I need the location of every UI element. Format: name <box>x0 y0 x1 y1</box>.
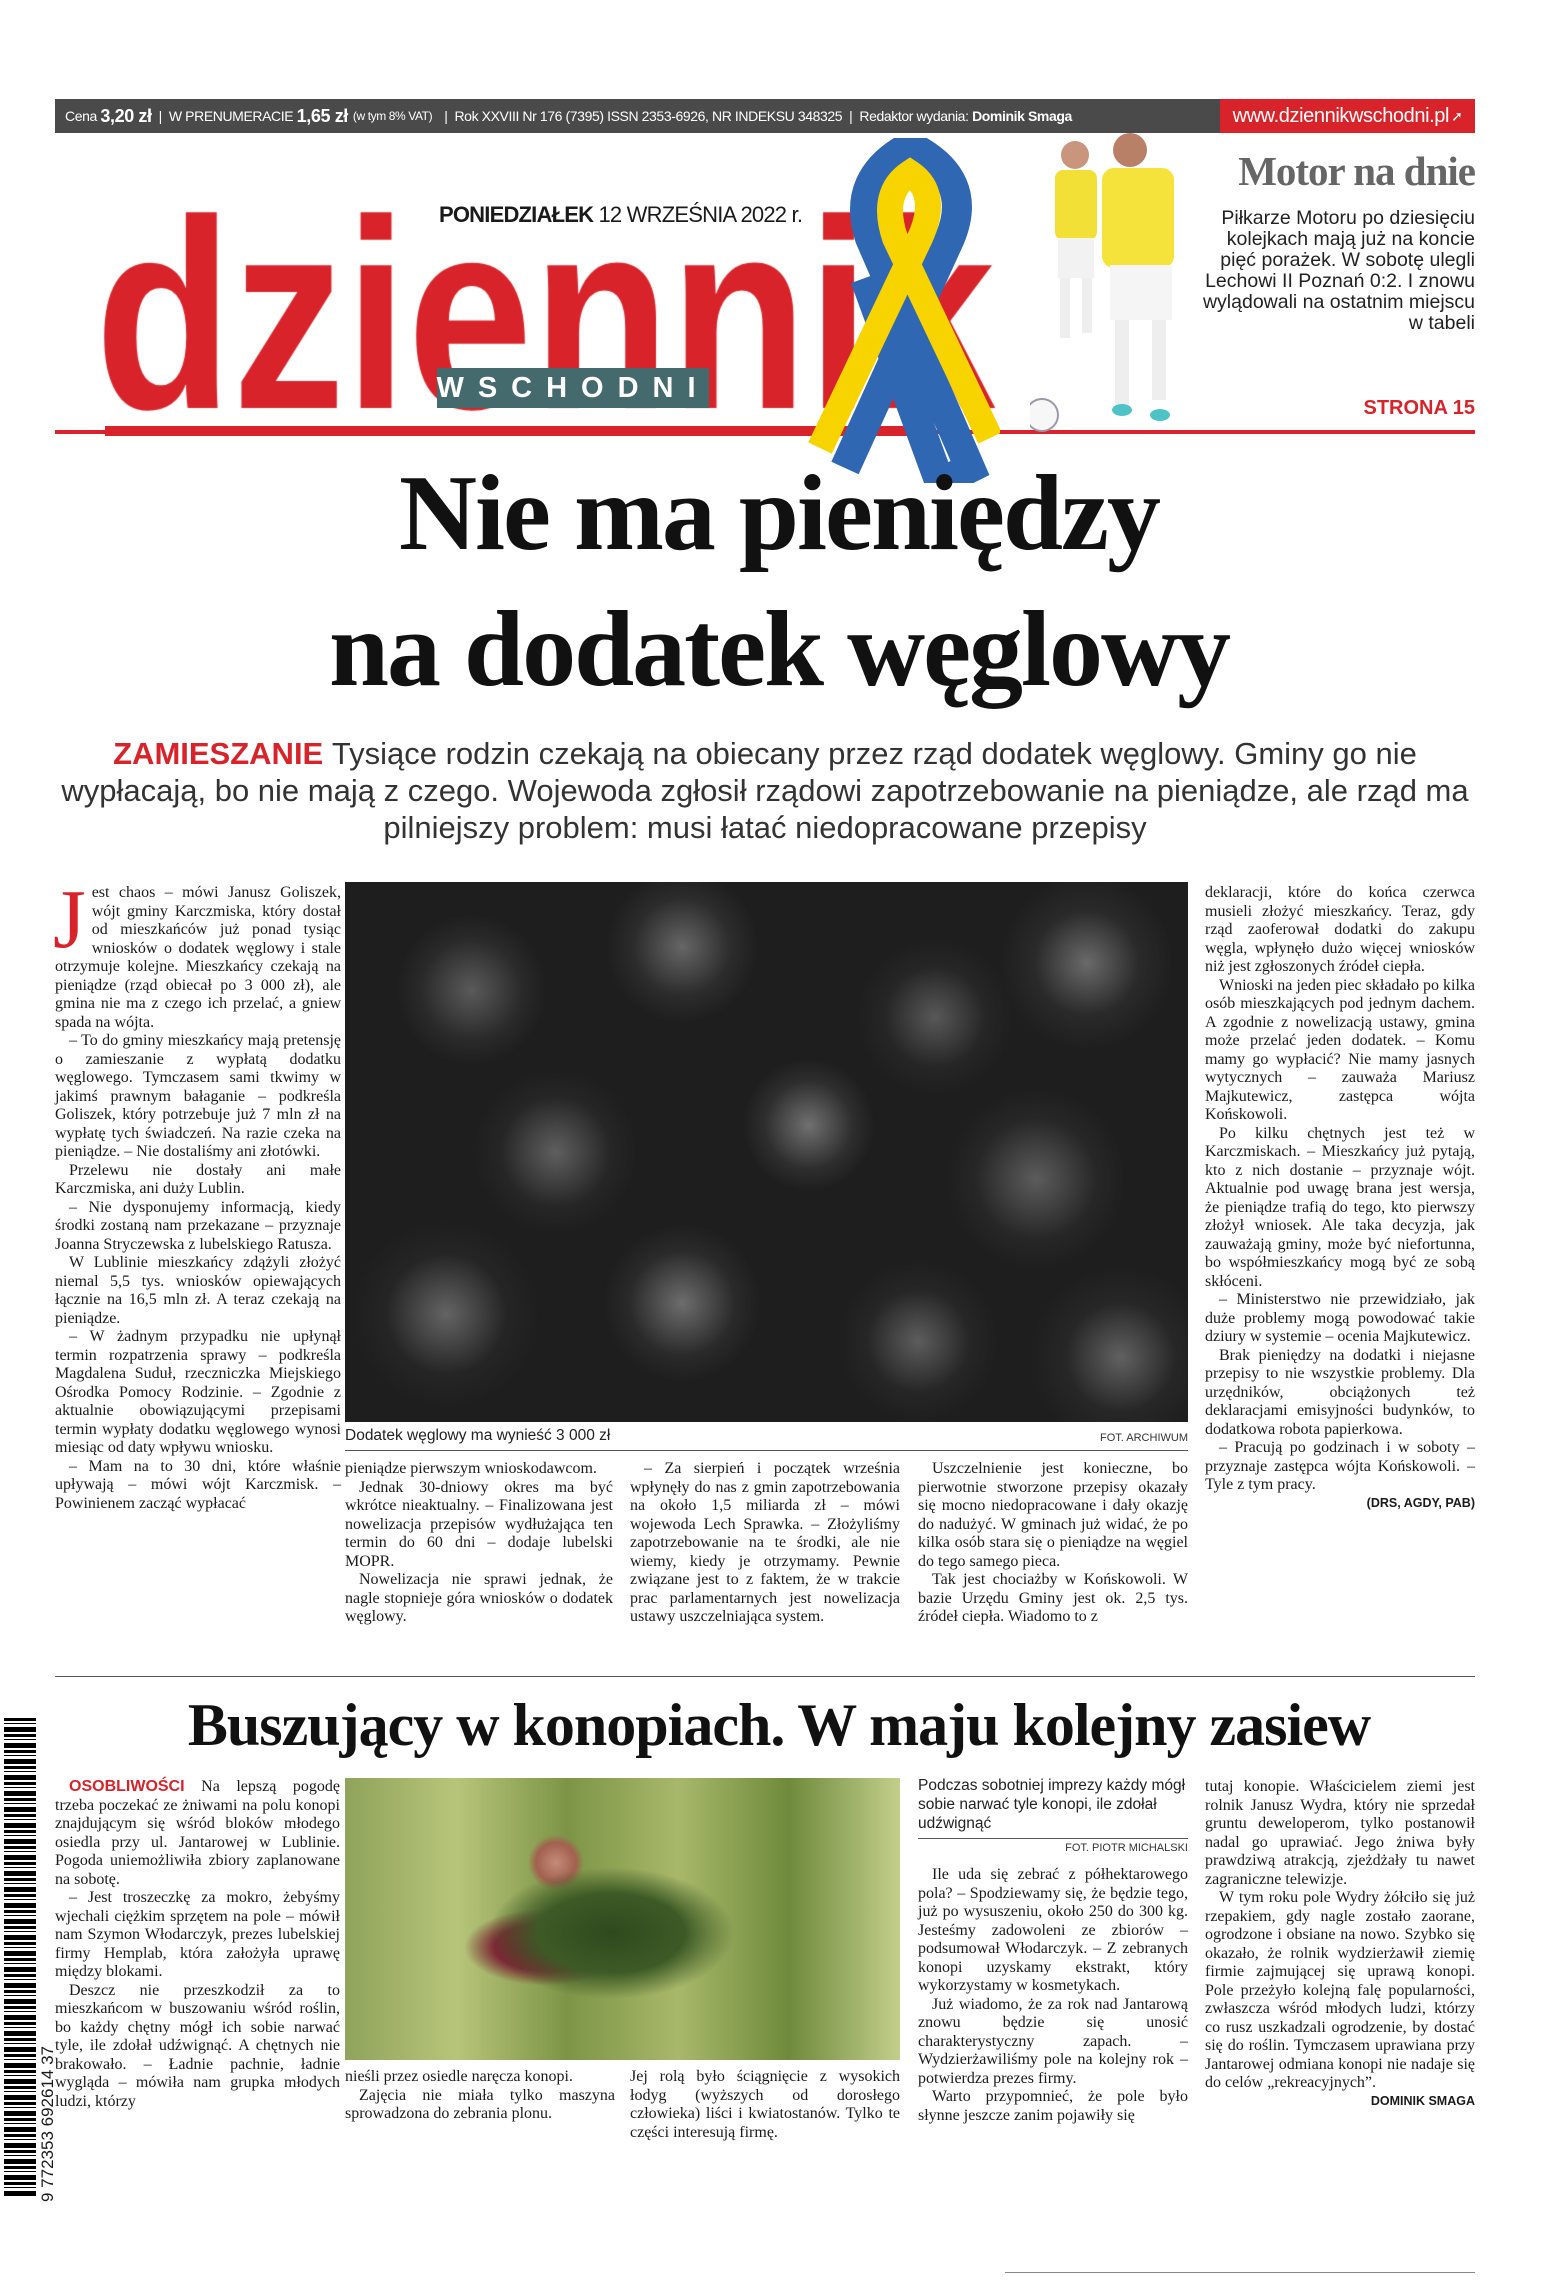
subscription-label: W PRENUMERACIE <box>168 108 294 124</box>
paragraph: – Nie dysponujemy informacją, kiedy środki zostaną nam przekazane – przyznaje Joanna Stryczewska z lubelskiego Ratusza. <box>55 1198 341 1253</box>
article-column-4 <box>918 1460 1188 1627</box>
paragraph: Wnioski na jeden piec składało po kilka osób mieszkających pod jednym dachem. A zgodnie z nowelizacją ustawy, gmina może przelać jeden dodatek. – Komu mamy go wypłacić? Nie mamy jasnych wytycznych – zauważa Mariusz Majkutewicz, zastępca wójta Końskowoli. <box>1205 976 1475 1123</box>
article-column-3 <box>630 1460 900 1627</box>
issue-info: Cena 3,20 zł | W PRENUMERACIE 1,65 zł (w tym 8% VAT) | Rok XXVIII Nr 176 (7395) ISSN 2353-6926, NR INDEKSU 348325 | Redaktor wydania: Dominik Smaga <box>65 105 1072 126</box>
paragraph: Ile uda się zebrać z półhektarowego pola? – Spodziewamy się, że będzie tego, już po wysuszeniu, około 250 do 300 kg. Jesteśmy zadowoleni ze zbiorów – podsumował Włodarczyk. – Z zebranych konopi uzyskamy ekstrakt, który wykorzystamy w kosmetykach. <box>918 1866 1188 1994</box>
paragraph: – Pracują po godzinach i w soboty – przyznaje zastępca wójta Końskowoli. – Tyle z tym pracy. <box>1205 1439 1475 1493</box>
paragraph: Jej rolą było ściągnięcie z wysokich łodyg (wyższych od dorosłego człowieka) liści i kwiatostanów. Tylko te części interesują firmę. <box>630 2068 900 2141</box>
paragraph: Warto przypomnieć, że pole było słynne jeszcze zanim pojawiły się <box>918 2088 1188 2124</box>
author-signature: (DRS, AGDY, PAB) <box>1366 1495 1475 1510</box>
paragraph: Jednak 30-dniowy okres ma być wkrótce nieaktualny. – Finalizowana jest nowelizacja przepisów wydłużająca ten termin do 60 dni – dodaje lubelski MOPR. <box>345 1478 613 1570</box>
caption-rule <box>345 1450 1188 1451</box>
issue-date <box>435 202 806 228</box>
paragraph: Przelewu nie dostały ani małe Karczmiska, ani duży Lublin. <box>55 1161 341 1197</box>
paragraph: – Jest troszeczkę za mokro, żebyśmy wjechali ciężkim sprzętem na pole – mówił nam Szymon Włodarczyk, prezes lubelskiej firmy Hemplab, która założyła uprawę między blokami. <box>55 1889 340 1980</box>
paragraph: Już wiadomo, że za rok nad Jantarową znowu będzie się unosić charakterystyczny zapach. – Wydzierżawiliśmy pole na kolejny rok – potwierdza prezes firmy. <box>918 1995 1188 2087</box>
main-headline-line2: na dodatek węglowy <box>328 590 1230 709</box>
paragraph: W tym roku pole Wydry żółciło się już rzepakiem, gdy nagle zostało zaorane, ogrodzone i obsiane na nowo. Szybko się okazało, że rolnik wydzierżawił ziemię firmie zajmującej się uprawą konopi. Pole przeżyło kolejną falę popularności, zwłaszcza wśród młodych ludzi, którzy co rusz uszkadzali ogrodzenie, by dostać się do roślin. Tymczasem uprawiana przy Jantarowej odmiana konopi nie nadaje się do celów „rekreacyjnych”. <box>1205 1889 1475 2091</box>
photo-caption: Dodatek węglowy ma wynieść 3 000 zł <box>345 1427 611 1444</box>
price: 3,20 zł <box>100 105 152 126</box>
photo-caption: Podczas sobotniej imprezy każdy mógł sobie narwać tyle konopi, ile zdołał udźwignąć <box>918 1777 1186 1832</box>
paragraph: nieśli przez osiedle naręcza konopi. <box>345 2068 573 2085</box>
teaser-page-link[interactable]: STRONA 15 <box>1363 397 1475 419</box>
main-headline-line1: Nie ma pieniędzy <box>399 454 1159 573</box>
teaser-title[interactable]: Motor na dnie <box>1238 148 1475 194</box>
paragraph: est chaos – mówi Janusz Goliszek, wójt gminy Karczmiska, który dostał od mieszkańców już ponad tysiąc wniosków o dodatek węglowy i stale otrzymuje kolejne. Mieszkańcy czekają na pieniądze (rząd obiecał po 3 000 zł), ale gmina nie ma z czego ich przelać, a gniew spada na wójta. <box>55 884 341 1031</box>
barcode <box>4 1718 36 2198</box>
article2-column-5 <box>1205 1778 1475 2109</box>
paragraph: – Mam na to 30 dni, które właśnie upływają – mówi wójt Karczmisk. – Powinienem zacząć wypłacać <box>55 1457 341 1512</box>
article2-column-2 <box>345 2068 615 2124</box>
paragraph: – W żadnym przypadku nie upłynął termin rozpatrzenia sprawy – podkreśla Magdalena Suduł, rzeczniczka Miejskiego Ośrodka Pomocy Rodzinie. – Zgodnie z aktualnie obowiązującymi przepisami termin wypłaty dodatku węglowego wynosi miesiąc od daty wpływu wniosku. <box>55 1328 341 1456</box>
date: 12 WRZEŚNIA 2022 r. <box>598 202 803 227</box>
issue-number: Rok XXVIII Nr 176 (7395) ISSN 2353-6926, NR INDEKSU 348325 <box>454 108 843 124</box>
paragraph: Uszczelnienie jest konieczne, bo pierwotnie stworzone przepisy okazały się mocno niedopracowane i dały okazję do nadużyć. W gminach już widać, że po kilka osób stara się o pieniądze na węgiel do tego samego pieca. <box>918 1460 1188 1570</box>
paragraph: Po kilku chętnych jest też w Karczmiskach. – Mieszkańcy już pytają, kto z nich dostanie – przyznaje wójt. Aktualnie pod uwagę brana jest wersja, że pieniądze trafią do tego, kto pierwszy złożył wniosek. Ale taka decyzja, jak zauważają gminy, może być niefortunna, bo współmieszkańcy mogą być ze sobą skłóceni. <box>1205 1124 1475 1290</box>
paragraph: Deszcz nie przeszkodził za to mieszkańcom w buszowaniu wśród roślin, bo każdy chętny mógł ich sobie narwać tyle, ile zdołał udźwignąć. A chętnych nie brakowało. – Ładnie pachnie, ładnie wygląda – mówiła nam grupka młodych ludzi, którzy <box>55 1981 340 2110</box>
teaser-text: Piłkarze Motoru po dziesięciu kolejkach mają już na koncie pięć porażek. W sobotę ulegli Lechowi II Poznań 0:2. I znowu wylądowali na ostatnim miejscu w tabeli <box>1202 207 1475 334</box>
website-url: www.dziennikwschodni.pl <box>1232 104 1450 127</box>
caption-rule <box>918 1838 1188 1839</box>
article2-column-1 <box>55 1778 340 2111</box>
footer-rule <box>1005 2272 1475 2273</box>
editor-name: Dominik Smaga <box>972 108 1072 124</box>
paragraph: – Ministerstwo nie przewidziało, jak duże problemy mogą powodować takie dziury w systemie – ocenia Majkutewicz. <box>1205 1291 1475 1345</box>
article-column-1 <box>53 873 341 1513</box>
masthead-rule-thick <box>105 426 915 436</box>
photo-credit: FOT. PIOTR MICHALSKI <box>1065 1842 1188 1854</box>
masthead-subtitle: WSCHODNI <box>437 368 709 408</box>
vat-note: (w tym 8% VAT) <box>352 109 433 123</box>
paragraph: Na lepszą pogodę trzeba poczekać ze żniwami na polu konopi znajdującym się wśród bloków młodego osiedla przy ul. Jantarowej w Lublinie. Pogoda uniemożliwiła zbiory zaplanowane na sobotę. <box>55 1778 341 1888</box>
paragraph: Nowelizacja nie sprawi jednak, że nagle stopnieje góra wniosków o dodatek węglowy. <box>345 1571 613 1625</box>
price-label: Cena <box>65 108 97 124</box>
author-signature: DOMINIK SMAGA <box>1370 2093 1475 2108</box>
lead-paragraph <box>55 735 1475 846</box>
paragraph: Tak jest chociażby w Końskowoli. W bazie Urzędu Gminy jest ok. 2,5 tys. źródeł ciepła. Wiadomo to z <box>918 1571 1188 1625</box>
paragraph: – Za sierpień i początek września wpłynęły do nas z gmin zapotrzebowania na około 1,5 miliarda zł – mówi wojewoda Lech Sprawka. – Złożyliśmy zapotrzebowanie na te środki, ale nie wiemy, kiedy je otrzymamy. Pewnie związane jest to z faktem, że w trakcie prac parlamentarnych jest nowelizacja ustawy uszczelniająca system. <box>630 1460 900 1625</box>
weekday: PONIEDZIAŁEK <box>439 202 594 227</box>
article2-column-3 <box>630 2068 900 2142</box>
article-column-5 <box>1205 884 1475 1511</box>
paragraph: Brak pieniędzy na dodatki i niejasne przepisy to nie wszystkie problemy. Dla urzędników, obciążonych też deklaracjami emisyjności budynków, to dodatkowa robota papierkowa. <box>1205 1346 1475 1438</box>
lead-text: Tysiące rodzin czekają na obiecany przez rząd dodatek węglowy. Gminy go nie wypłacają, bo nie mają z czego. Wojewoda zgłosił rządowi zapotrzebowanie na pieniądze, ale rząd ma pilniejszy problem: musi łatać niedopracowane przepisy <box>61 736 1469 845</box>
paragraph: deklaracji, które do końca czerwca musieli złożyć mieszkańcy. Teraz, gdy rząd zaoferował dodatki do zakupu węgla, wpłynęło dużo więcej wniosków niż jest zgłoszonych źródeł ciepła. <box>1205 884 1475 975</box>
article-column-2 <box>345 1460 613 1627</box>
website-link[interactable] <box>1220 99 1475 133</box>
paragraph: tutaj konopie. Właścicielem ziemi jest rolnik Janusz Wydra, który nie sprzedał gruntu deweloperom, tylko postanowił nadal go uprawiać. Jego żniwa były prawdziwą atrakcją, zjeżdżały tu nawet zagraniczne telewizje. <box>1205 1778 1475 1888</box>
paragraph: Zajęcia nie miała tylko maszyna sprowadzona do zebrania plonu. <box>345 2086 615 2122</box>
subscription-price: 1,65 zł <box>296 105 348 126</box>
hemp-field-photo <box>345 1778 900 2060</box>
paragraph: – To do gminy mieszkańcy mają pretensję o zamieszanie z wypłatą dodatku węglowego. Tymczasem sami tkwimy w jakimś prawnym bałaganie – podkreśla Goliszek, który potrzebuje już 7 mln zł na wypłatę tych świadczeń. Na razie czeka na pieniądze. – Nie dostaliśmy ani złotówki. <box>55 1032 341 1160</box>
drop-cap: J <box>53 873 86 966</box>
editor-label: Redaktor wydania: <box>859 108 969 124</box>
section-divider <box>55 1676 1475 1677</box>
paragraph: pieniądze pierwszym wnioskodawcom. <box>345 1460 597 1477</box>
second-headline: Buszujący w konopiach. W maju kolejny zasiew <box>187 1692 1371 1758</box>
paragraph: W Lublinie mieszkańcy zdążyli złożyć niemal 5,5 tys. wniosków opiewających łącznie na 16,5 mln zł. A teraz czekają na pieniądze. <box>55 1254 341 1327</box>
kicker: OSOBLIWOŚCI <box>69 1778 185 1795</box>
photo-credit: FOT. ARCHIWUM <box>1100 1432 1188 1444</box>
ukraine-ribbon-icon <box>800 138 1000 483</box>
article2-column-4 <box>918 1866 1188 2125</box>
cursor-icon: ➚ <box>1451 107 1463 124</box>
kicker: ZAMIESZANIE <box>113 736 324 771</box>
coal-photo <box>345 882 1188 1422</box>
barcode-digits: 9 772353 692614 37 <box>38 2046 57 2202</box>
